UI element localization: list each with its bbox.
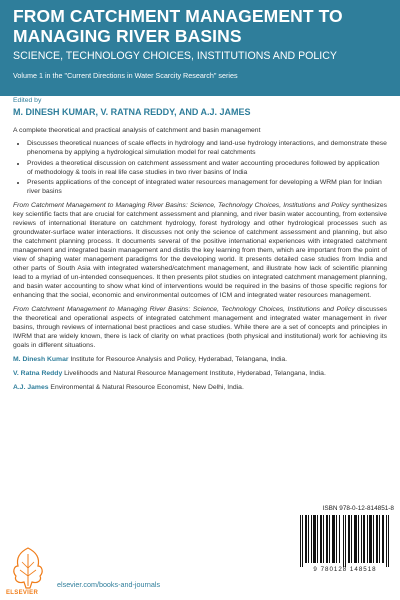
elsevier-logo-icon <box>8 544 48 592</box>
header-band <box>0 0 400 96</box>
editor-bio-affiliation: Livelihoods and Natural Resource Management Institute, Hyderabad, Telangana, India. <box>62 370 326 377</box>
feature-item: • Provides a theoretical discussion on catchment assessment and water accounting procedures followed by application of methodology & tools in real life case studies in two river basins of India <box>27 159 387 177</box>
editor-bio <box>13 369 387 378</box>
feature-list <box>13 139 387 196</box>
book-subtitle: SCIENCE, TECHNOLOGY CHOICES, INSTITUTIONS AND POLICY <box>13 50 337 62</box>
editor-bio-affiliation: Institute for Resource Analysis and Policy, Hyderabad, Telangana, India. <box>68 356 288 363</box>
description-paragraph-2 <box>13 305 387 350</box>
publisher-name: ELSEVIER <box>6 590 39 596</box>
isbn-block <box>296 505 394 575</box>
barcode-number: 9 780128 148518 <box>313 566 377 573</box>
editor-bio <box>13 355 387 364</box>
series-info: Volume 1 in the "Current Directions in Water Scarcity Research" series <box>13 71 238 80</box>
feature-item: • Presents applications of the concept of integrated water resources management for developing a WRM plan for Indian river basins <box>27 178 387 196</box>
isbn-text: ISBN 978-0-12-814851-8 <box>322 505 394 512</box>
paragraph-2-text: discusses the theoretical and operational aspects of integrated catchment management and integrated water management in river basins, through reviews of international best practices and case studies. While there are a set of concepts and principles in IWRM that are widely known, there is lack of clarity on what practices (both physical and institutional) work for achieving its goals in different situations. <box>13 306 387 349</box>
barcode-icon <box>296 515 394 567</box>
editor-bio-name: M. Dinesh Kumar <box>13 356 69 363</box>
editor-bio <box>13 383 387 392</box>
description-paragraph-1 <box>13 201 387 300</box>
paragraph-1-text: synthesizes key scientific facts that are crucial for catchment assessment and planning, and river basin water accounting, from extensive reviews of international literature on catchment hydrology, forest hydrology and other hydrological processes such as groundwater-surface water interactions. It discusses not only the science of catchment assessment and planning, but also the catchment planning process. It documents several of the positive international experiences with integrated catchment management and integrated basin management and distils the key learning from them, which are important from the point of view of shaping water management paradigms for the developing world. It presents detailed case studies from India and other parts of South Asia with integrated watershed/catchment management, and illustrate how lack of scientific planning lead to a myriad of un-intended consequences. It then presents pilot studies on integrated catchment management planning, and basin water accounting to show what kind of interventions would be required in the basins of those specific regions for enhancing that the social, economic and environmental outcomes of ICM and integrated water resources management. <box>13 202 387 299</box>
editor-bio-name: A.J. James <box>13 384 49 391</box>
intro-text: A complete theoretical and practical analysis of catchment and basin management <box>13 127 261 134</box>
publisher-url[interactable]: elsevier.com/books-and-journals <box>57 580 161 589</box>
editor-bio-name: V. Ratna Reddy <box>13 370 63 377</box>
editor-names: M. DINESH KUMAR, V. RATNA REDDY, AND A.J. JAMES <box>13 107 251 117</box>
paragraph-1-book-title: From Catchment Management to Managing River Basins: Science, Technology Choices, Institutions and Policy <box>13 202 350 209</box>
paragraph-2-book-title: From Catchment Management to Managing River Basins: Science, Technology Choices, Institutions and Policy <box>13 306 355 313</box>
edited-by-label: Edited by <box>13 97 42 104</box>
editor-bio-affiliation: Environmental & Natural Resource Economist, New Delhi, India. <box>48 384 244 391</box>
description-body <box>13 126 387 397</box>
feature-item: • Discusses theoretical nuances of scale effects in hydrology and land-use hydrology interactions, and demonstrate these phenomena by applying a hydrological simulation model for real catchments <box>27 139 387 157</box>
book-title: FROM CATCHMENT MANAGEMENT TO MANAGING RIVER BASINS <box>13 6 343 46</box>
